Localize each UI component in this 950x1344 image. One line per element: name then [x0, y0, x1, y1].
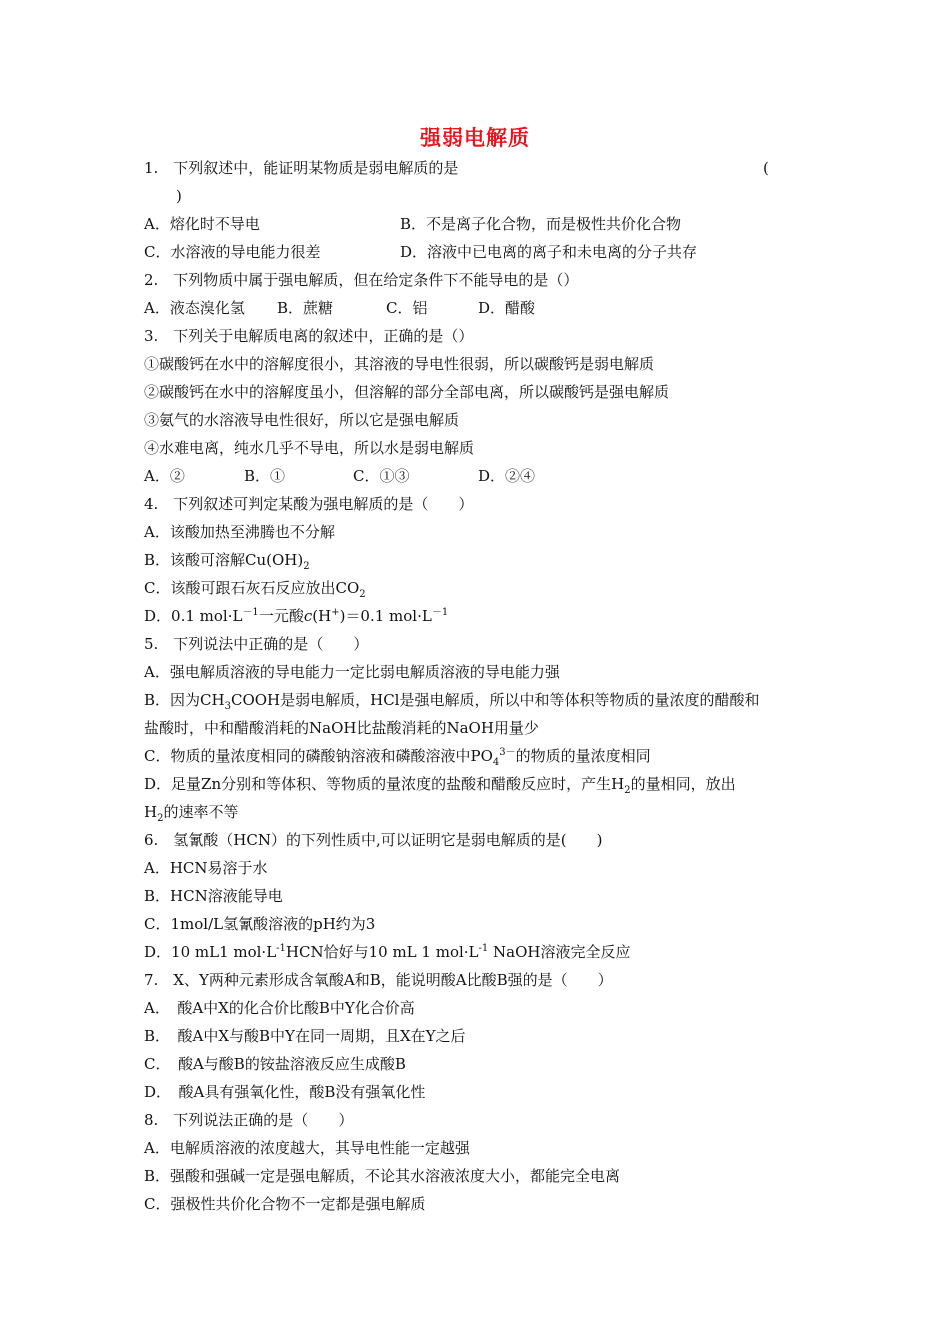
q6-option-a: A．HCN易溶于水 — [144, 859, 268, 877]
q5-option-b-line2: 盐酸时，中和醋酸消耗的NaOH比盐酸消耗的NaOH用量少 — [144, 719, 539, 737]
q3-option-c: C．①③ — [353, 467, 410, 485]
q4-option-b: B．该酸可溶解$Cu(OH)_2$ — [144, 551, 310, 572]
q5-option-d-line1: D．足量Zn分别和等体积、等物质的量浓度的盐酸和醋酸反应时，产生$H_2$的量相同，放出 — [144, 775, 736, 796]
q6-option-c: C．1mol/L氢氰酸溶液的pH约为3 — [144, 915, 376, 933]
q1-stem: 1. 下列叙述中，能证明某物质是弱电解质的是 — [144, 159, 459, 177]
q2-option-d: D．醋酸 — [478, 299, 536, 317]
q3-statement-2: ②碳酸钙在水中的溶解度虽小，但溶解的部分全部电离，所以碳酸钙是强电解质 — [144, 383, 670, 401]
q5-option-b-line1: B．因为$CH_3COOH$是弱电解质，HCl是强电解质，所以中和等体积等物质的量浓度的醋酸和 — [144, 691, 760, 712]
q1-option-c: C．水溶液的导电能力很差 — [144, 243, 321, 261]
q2-option-c: C．铝 — [386, 299, 428, 317]
q5-option-c: C．物质的量浓度相同的磷酸钠溶液和磷酸溶液中$PO_4^{3-}$的物质的量浓度相同 — [144, 747, 651, 768]
q5-option-d-line2: $H_2$的速率不等 — [144, 803, 239, 824]
q4-option-d: D．0.1 $mol\cdot L^{-1}$一元酸c(H+)＝0.1 $mol\cdot L^{-1}$ — [144, 607, 449, 625]
q7-option-c: C． 酸A与酸B的铵盐溶液反应生成酸B — [144, 1055, 406, 1073]
q8-stem: 8. 下列说法正确的是（ ） — [144, 1111, 354, 1129]
q7-option-d: D． 酸A具有强氧化性，酸B没有强氧化性 — [144, 1083, 426, 1101]
q2-option-b: B．蔗糖 — [277, 299, 334, 317]
q1-option-b: B．不是离子化合物，而是极性共价化合物 — [400, 215, 682, 233]
page-title: 强弱电解质 — [420, 126, 530, 150]
q3-option-d: D．②④ — [478, 467, 536, 485]
q8-option-c: C．强极性共价化合物不一定都是强电解质 — [144, 1195, 426, 1213]
q7-option-a: A． 酸A中X的化合价比酸B中Y化合价高 — [144, 999, 415, 1017]
q3-option-b: B．① — [244, 467, 286, 485]
q2-stem: 2. 下列物质中属于强电解质，但在给定条件下不能导电的是（） — [144, 271, 579, 289]
q7-option-b: B． 酸A中X与酸B中Y在同一周期，且X在Y之后 — [144, 1027, 466, 1045]
q3-stem: 3. 下列关于电解质电离的叙述中，正确的是（） — [144, 327, 474, 345]
q3-statement-1: ①碳酸钙在水中的溶解度很小，其溶液的导电性很弱，所以碳酸钙是弱电解质 — [144, 355, 655, 373]
q4-option-c: C．该酸可跟石灰石反应放出$CO_2$ — [144, 579, 366, 600]
q1-paren-open: ( — [763, 159, 769, 177]
q8-option-b: B．强酸和强碱一定是强电解质，不论其水溶液浓度大小，都能完全电离 — [144, 1167, 621, 1185]
q3-statement-3: ③氨气的水溶液导电性很好，所以它是强电解质 — [144, 411, 460, 429]
q7-stem: 7. X、Y两种元素形成含氧酸A和B，能说明酸A比酸B强的是（ ） — [144, 971, 613, 989]
q2-option-a: A．液态溴化氢 — [144, 299, 245, 317]
q4-option-a: A．该酸加热至沸腾也不分解 — [144, 523, 335, 541]
q6-option-d: D．10 mL1 $mol\cdot L^{-1}HCN$恰好与10 mL 1 $mol\cdot L^{-1}$ NaOH溶液完全反应 — [144, 943, 631, 961]
q3-option-a: A．② — [144, 467, 185, 485]
q6-stem: 6. 氢氰酸（HCN）的下列性质中,可以证明它是弱电解质的是( ) — [144, 831, 603, 849]
q4-stem: 4. 下列叙述可判定某酸为强电解质的是（ ） — [144, 495, 474, 513]
q1-paren-close: ) — [176, 187, 182, 205]
q8-option-a: A．电解质溶液的浓度越大，其导电性能一定越强 — [144, 1139, 470, 1157]
q5-option-a: A．强电解质溶液的导电能力一定比弱电解质溶液的导电能力强 — [144, 663, 560, 681]
q5-stem: 5. 下列说法中正确的是（ ） — [144, 635, 369, 653]
q1-option-d: D．溶液中已电离的离子和未电离的分子共存 — [400, 243, 698, 261]
q6-option-b: B．HCN溶液能导电 — [144, 887, 283, 905]
q3-statement-4: ④水难电离，纯水几乎不导电，所以水是弱电解质 — [144, 439, 475, 457]
q1-option-a: A．熔化时不导电 — [144, 215, 260, 233]
